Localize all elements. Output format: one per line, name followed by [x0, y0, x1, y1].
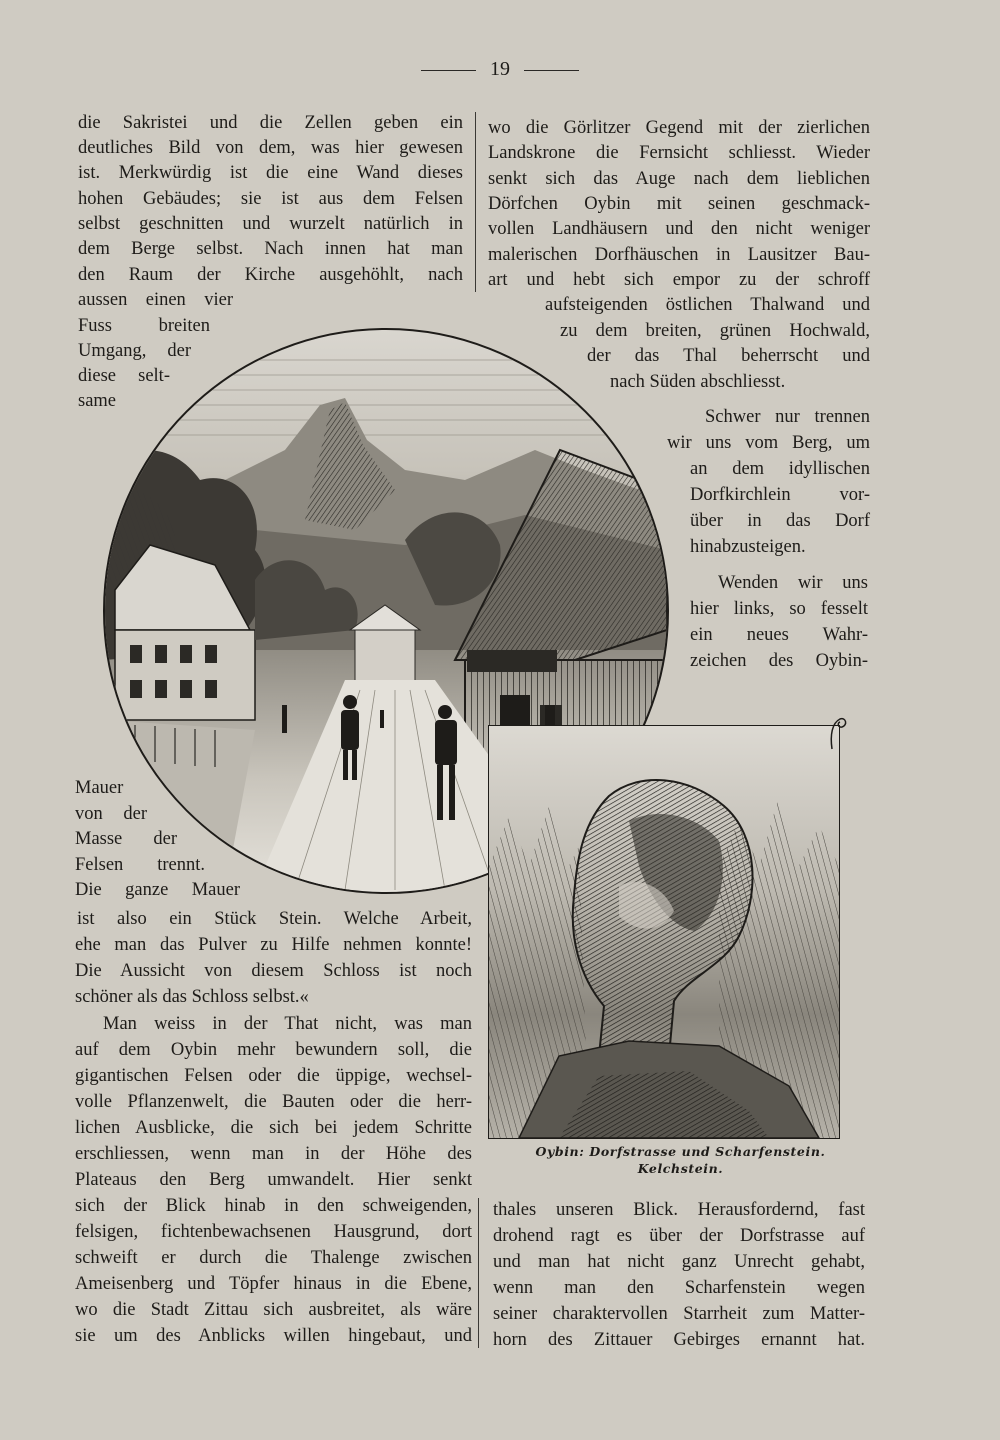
text-line: an dem idyllischen	[690, 459, 870, 479]
text-line: horn des Zittauer Gebirges ernannt hat.	[493, 1330, 865, 1350]
text-line: auf dem Oybin mehr bewundern soll, die	[75, 1040, 472, 1060]
text-line: deutliches Bild von dem, was hier gewesen	[78, 138, 463, 158]
text-line: seiner charaktervollen Starrheit zum Matter-	[493, 1304, 865, 1324]
text-line: vollen Landhäusern und den nicht weniger	[488, 219, 870, 239]
text-line: malerischen Dorfhäuschen in Lausitzer Bau-	[488, 245, 870, 265]
text-line: Landskrone die Fernsicht schliesst. Wieder	[488, 143, 870, 163]
kelchstein-rock-illustration	[488, 725, 840, 1139]
text-line: nach Süden abschliesst.	[610, 372, 786, 392]
text-line: drohend ragt es über der Dorfstrasse auf	[493, 1226, 865, 1246]
text-line: wo die Stadt Zittau sich ausbreitet, als wäre	[75, 1300, 472, 1320]
text-line: dem Berge selbst. Nach innen hat man	[78, 239, 463, 259]
text-line: Die Aussicht von diesem Schloss ist noch	[75, 961, 472, 981]
text-line: die Sakristei und die Zellen geben ein	[78, 113, 463, 133]
text-line: ein neues Wahr-	[690, 625, 868, 645]
text-line: diese selt-	[78, 366, 170, 386]
text-line: wo die Görlitzer Gegend mit der zierlichen	[488, 118, 870, 138]
text-line: Masse der	[75, 829, 177, 849]
text-line: der das Thal beherrscht und	[587, 346, 870, 366]
text-line: felsigen, fichtenbewachsenen Hausgrund, dort	[75, 1222, 472, 1242]
text-line: schöner als das Schloss selbst.«	[75, 987, 309, 1007]
text-line: Die ganze Mauer	[75, 880, 240, 900]
text-line: senkt sich das Auge nach dem lieblichen	[488, 169, 870, 189]
text-line: sie um des Anblicks willen hingebaut, und	[75, 1326, 472, 1346]
text-line: lichen Ausblicke, die sich bei jedem Schritte	[75, 1118, 472, 1138]
text-line: wir uns vom Berg, um	[667, 433, 870, 453]
text-line: thales unseren Blick. Herausfordernd, fast	[493, 1200, 865, 1220]
text-line: den Raum der Kirche ausgehöhlt, nach	[78, 265, 463, 285]
text-line: Wenden wir uns	[718, 573, 868, 593]
text-line: Dorfkirchlein vor-	[690, 485, 870, 505]
text-line: art und hebt sich empor zu der schroff	[488, 270, 870, 290]
text-line: Ameisenberg und Töpfer hinaus in die Ebene,	[75, 1274, 472, 1294]
text-line: sich der Blick hinab in den schweigenden,	[75, 1196, 472, 1216]
text-line: erschliessen, wenn man in der Höhe des	[75, 1144, 472, 1164]
caption-line: Oybin: Dorfstrasse und Scharfenstein.	[535, 1144, 826, 1159]
text-line: ist also ein Stück Stein. Welche Arbeit,	[77, 909, 472, 929]
text-line: Mauer	[75, 778, 124, 798]
text-line: wenn man den Scharfenstein wegen	[493, 1278, 865, 1298]
text-line: zeichen des Oybin-	[690, 651, 868, 671]
text-line: und man hat nicht ganz Unrecht gehabt,	[493, 1252, 865, 1272]
text-line: gigantischen Felsen oder die üppige, wechsel-	[75, 1066, 472, 1086]
text-line: volle Pflanzenwelt, die Bauten oder die herr-	[75, 1092, 472, 1112]
scroll-curl-ornament	[828, 715, 850, 751]
text-line: über in das Dorf	[690, 511, 870, 531]
text-line: ehe man das Pulver zu Hilfe nehmen konnte!	[75, 935, 472, 955]
text-line: von der	[75, 804, 147, 824]
text-line: schweift er durch die Thalenge zwischen	[75, 1248, 472, 1268]
text-line: ist. Merkwürdig ist die eine Wand dieses	[78, 163, 463, 183]
text-line: Umgang, der	[78, 341, 191, 361]
text-line: selbst geschnitten und wurzelt natürlich in	[78, 214, 463, 234]
page-number: 19	[0, 58, 1000, 81]
text-line: hinabzusteigen.	[690, 537, 806, 557]
text-line: same	[78, 391, 117, 411]
figure-caption	[488, 1143, 873, 1177]
text-line: hohen Gebäudes; sie ist aus dem Felsen	[78, 189, 463, 209]
text-line: zu dem breiten, grünen Hochwald,	[560, 321, 870, 341]
text-line: Man weiss in der That nicht, was man	[103, 1014, 472, 1034]
text-line: Fuss breiten	[78, 316, 210, 336]
text-line: Felsen trennt.	[75, 855, 205, 875]
text-line: aufsteigenden östlichen Thalwand und	[545, 295, 870, 315]
text-line: Plateaus den Berg umwandelt. Hier senkt	[75, 1170, 472, 1190]
text-line: aussen einen vier	[78, 290, 233, 310]
column-rule	[475, 112, 476, 292]
caption-line: Kelchstein.	[637, 1161, 724, 1176]
column-rule-lower	[478, 1198, 479, 1348]
text-line: Schwer nur trennen	[705, 407, 870, 427]
text-line: hier links, so fesselt	[690, 599, 868, 619]
text-line: Dörfchen Oybin mit seinen geschmack-	[488, 194, 870, 214]
